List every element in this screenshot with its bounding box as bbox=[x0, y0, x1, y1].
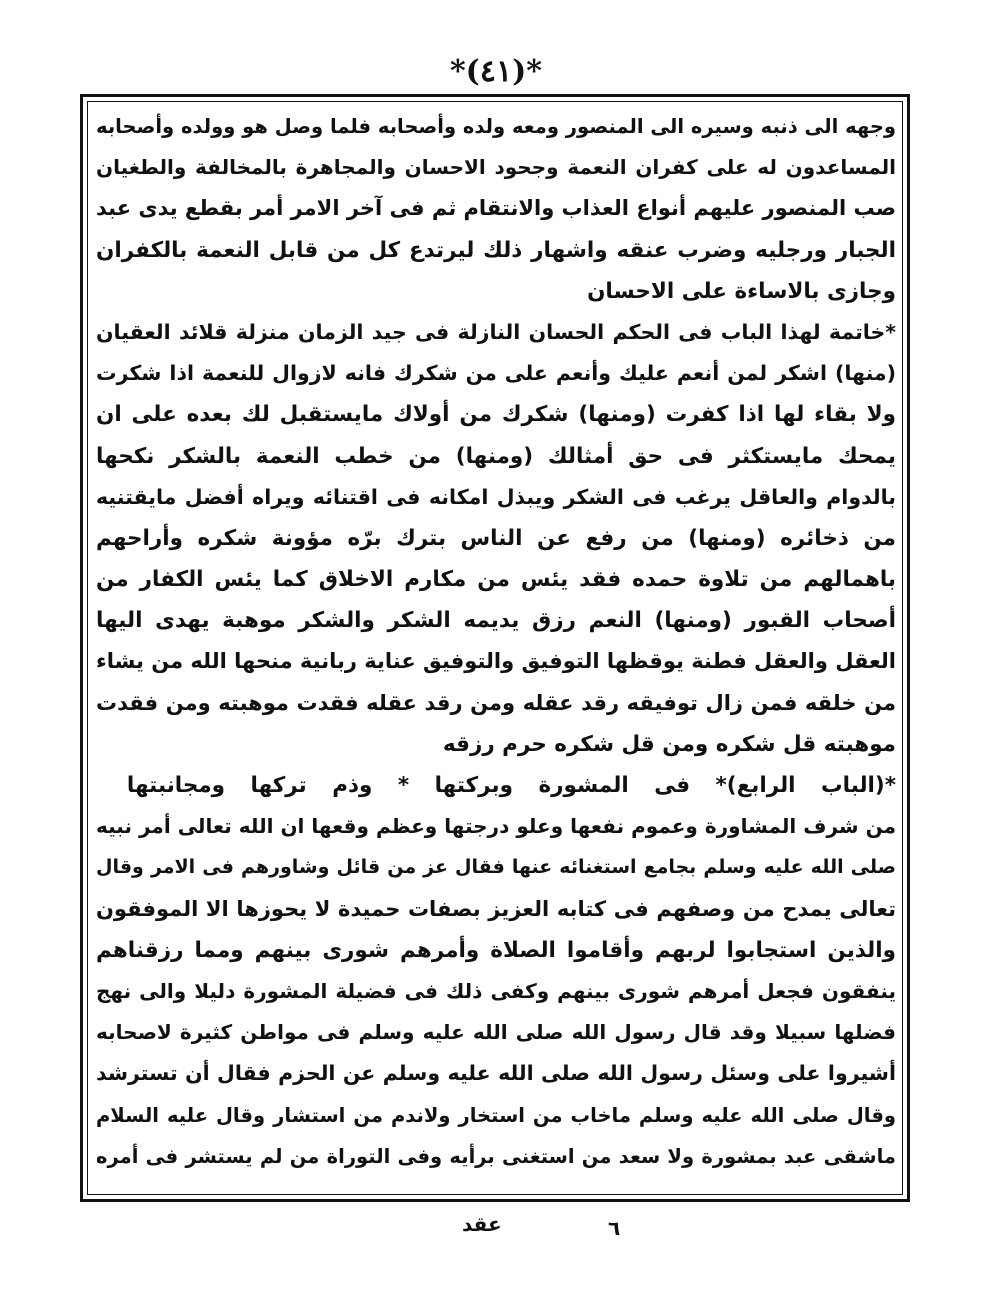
text-line: الجبار ورجليه وضرب عنقه واشهار ذلك ليرتدع كل من قابل النعمة بالكفران bbox=[96, 237, 896, 263]
text-line: يمحك مايستكثر فى حق أمثالك (ومنها) من خطب النعمة بالشكر نكحها bbox=[96, 443, 896, 469]
text-line: من خلقه فمن زال توفيقه رقد عقله ومن رقد عقله فقدت موهبته ومن فقدت bbox=[96, 690, 896, 715]
text-line: ينفقون فجعل أمرهم شورى بينهم وكفى ذلك فى فضيلة المشورة دليلا والى نهج bbox=[96, 978, 896, 1003]
text-line: تعالى يمدح من وصفهم فى كتابه العزيز بصفات حميدة لا يحوزها الا الموفقون bbox=[96, 896, 896, 921]
chapter-heading-fourth: *(الباب الرابع)* فى المشورة وبركتها * وذم تركها ومجانبتها bbox=[126, 773, 896, 798]
text-line-short: وجازى بالاساءة على الاحسان bbox=[587, 278, 896, 304]
text-line: وقال صلى الله عليه وسلم ماخاب من استخار ولاندم من استشار وقال عليه السلام bbox=[96, 1103, 896, 1127]
main-text-block bbox=[96, 106, 896, 1177]
text-line: بالدوام والعاقل يرغب فى الشكر ويبذل امكانه فى اقتنائه ويراه أفضل مايقتنيه bbox=[96, 484, 896, 509]
text-line: باهمالهم من تلاوة حمده فقد يئس من مكارم الاخلاق كما يئس الكفار من bbox=[96, 567, 896, 593]
text-line: أشيروا على وسئل رسول الله صلى الله عليه وسلم عن الحزم فقال أن تسترشد bbox=[96, 1061, 896, 1086]
text-line: والذين استجابوا لربهم وأقاموا الصلاة وأمرهم شورى بينهم ومما رزقناهم bbox=[96, 937, 896, 963]
text-line: من شرف المشاورة وعموم نفعها وعلو درجتها وعظم وقعها ان الله تعالى أمر نبيه bbox=[96, 814, 896, 839]
text-line: صلى الله عليه وسلم بجامع استغنائه عنها فقال عز من قائل وشاورهم فى الامر وقال bbox=[96, 856, 896, 879]
signature-word: عقد bbox=[462, 1212, 502, 1236]
text-line: ماشقى عبد بمشورة ولا سعد من استغنى برأيه وفى التوراة من لم يستشر فى أمره bbox=[96, 1144, 896, 1168]
signature-number: ٦ bbox=[608, 1216, 621, 1240]
text-line: ولا بقاء لها اذا كفرت (ومنها) شكرك من أولاك مايستقبل لك بعده على ان bbox=[96, 402, 896, 428]
text-line: صب المنصور عليهم أنواع العذاب والانتقام ثم فى آخر الامر أمر بقطع يدى عبد bbox=[96, 196, 896, 221]
text-line: من ذخائره (ومنها) من رفع عن الناس بترك برّه مؤونة شكره وأراحهم bbox=[96, 525, 896, 551]
text-line: أصحاب القبور (ومنها) النعم رزق يديمه الشكر والشكر موهبة يهدى اليها bbox=[96, 608, 896, 634]
text-line-short: موهبته قل شكره ومن قل شكره حرم رزقه bbox=[442, 731, 896, 757]
text-line: وجهه الى ذنبه وسيره الى المنصور ومعه ولده وأصحابه فلما وصل هو وولده وأصحابه bbox=[96, 115, 896, 138]
page-footer bbox=[0, 1212, 992, 1252]
text-line: المساعدون له على كفران النعمة وجحود الاحسان والمجاهرة بالمخالفة والطغيان bbox=[96, 155, 896, 180]
text-line: (منها) اشكر لمن أنعم عليك وأنعم على من شكرك فانه لازوال للنعمة اذا شكرت bbox=[96, 361, 896, 386]
page-number: *(٤١)* bbox=[449, 54, 542, 89]
text-line: العقل والعقل فطنة يوقظها التوفيق والتوفيق عناية ربانية منحها الله من يشاء bbox=[96, 649, 896, 674]
text-line: فضلها سبيلا وقد قال رسول الله صلى الله عليه وسلم فى مواطن كثيرة لاصحابه bbox=[96, 1020, 896, 1045]
section-heading-conclusion: *خاتمة لهذا الباب فى الحكم الحسان النازلة فى جيد الزمان منزلة قلائد العقيان bbox=[96, 319, 896, 344]
